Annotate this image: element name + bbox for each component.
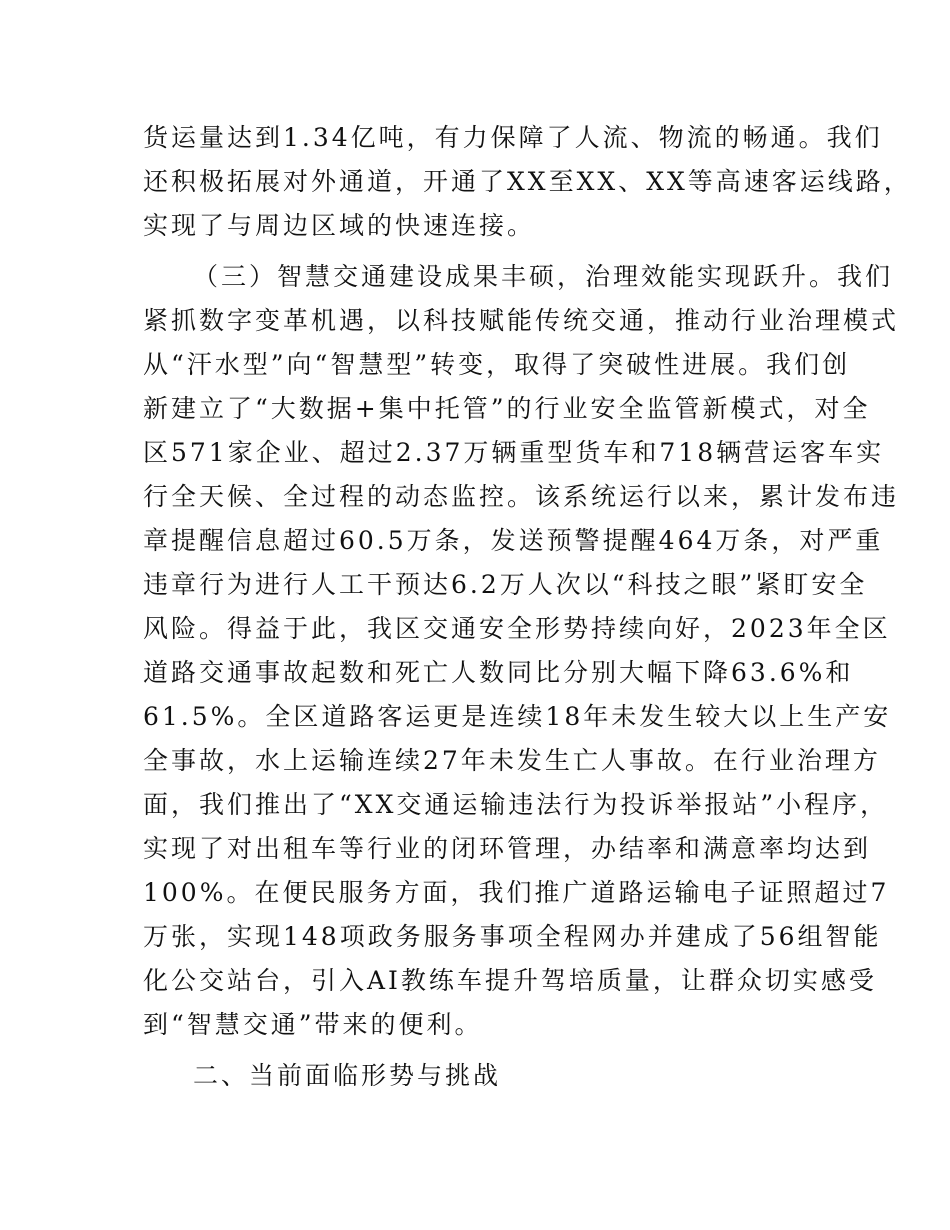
body-text-line: 违章行为进行人工干预达6.2万人次以“科技之眼”紧盯安全 bbox=[143, 570, 868, 599]
body-text-line: 从“汗水型”向“智慧型”转变，取得了突破性进展。我们创 bbox=[143, 350, 851, 379]
section-heading-line: （三）智慧交通建设成果丰硕，治理效能实现跃升。我们 bbox=[193, 262, 894, 291]
body-text-line: 实现了对出租车等行业的闭环管理，办结率和满意率均达到 bbox=[143, 834, 872, 863]
body-text-line: 货运量达到1.34亿吨，有力保障了人流、物流的畅通。我们 bbox=[143, 123, 883, 152]
body-text-line: 实现了与周边区域的快速连接。 bbox=[143, 211, 536, 240]
chapter-heading: 二、当前面临形势与挑战 bbox=[193, 1061, 502, 1090]
body-text-line: 万张，实现148项政务服务事项全程网办并建成了56组智能 bbox=[143, 922, 882, 951]
body-text-line: 行全天候、全过程的动态监控。该系统运行以来，累计发布违 bbox=[143, 482, 900, 511]
body-text-line: 还积极拓展对外通道，开通了XX至XX、XX等高速客运线路， bbox=[143, 167, 912, 196]
body-text-line: 区571家企业、超过2.37万辆重型货车和718辆营运客车实 bbox=[143, 438, 885, 467]
body-text-line: 100%。在便民服务方面，我们推广道路运输电子证照超过7 bbox=[143, 878, 890, 907]
body-text-line: 化公交站台，引入AI教练车提升驾培质量，让群众切实感受 bbox=[143, 966, 877, 995]
body-text-line: 61.5%。全区道路客运更是连续18年未发生较大以上生产安 bbox=[143, 702, 892, 731]
body-text-line: 紧抓数字变革机遇，以科技赋能传统交通，推动行业治理模式 bbox=[143, 306, 900, 335]
body-text-line: 到“智慧交通”带来的便利。 bbox=[143, 1010, 483, 1039]
body-text-line: 章提醒信息超过60.5万条，发送预警提醒464万条，对严重 bbox=[143, 526, 884, 555]
body-text-line: 新建立了“大数据+集中托管”的行业安全监管新模式，对全 bbox=[143, 394, 871, 423]
body-text-line: 风险。得益于此，我区交通安全形势持续向好，2023年全区 bbox=[143, 614, 891, 643]
body-text-line: 全事故，水上运输连续27年未发生亡人事故。在行业治理方 bbox=[143, 746, 881, 775]
body-text-line: 道路交通事故起数和死亡人数同比分别大幅下降63.6%和 bbox=[143, 658, 854, 687]
body-text-line: 面，我们推出了“XX交通运输违法行为投诉举报站”小程序， bbox=[143, 790, 889, 819]
